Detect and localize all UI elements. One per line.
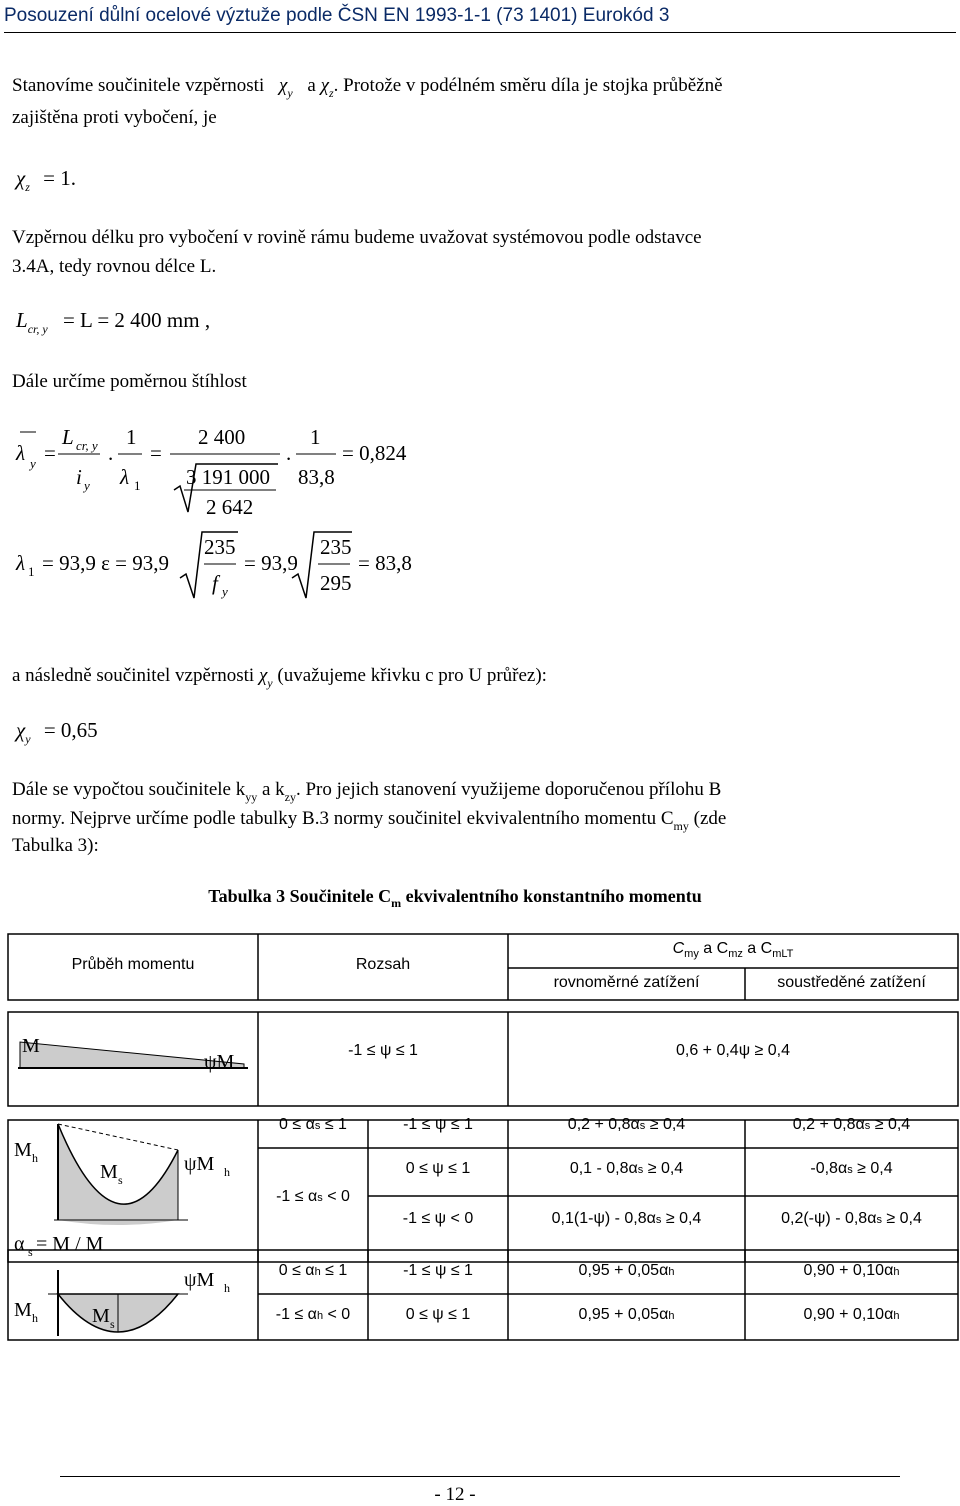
moment-diagram-parabolic [8,1120,258,1262]
svg-text:ψM: ψM [204,1051,235,1073]
table-title: Tabulka 3 Součinitele $C_m$ ekvivalentního konstantního momentu [208,886,702,910]
row3-r2-uniform: 0,95 + 0,05αh [578,1306,675,1323]
svg-text:M: M [22,1035,40,1057]
table-header-cm: $C_{my}$ a $C_{mz}$ a $C_{mLT}$ [672,940,794,960]
slenderness-equations [0,420,960,610]
paragraph-k-factors-line2: normy. Nejprve určíme podle tabulky B.3 normy součinitel ekvivalentního momentu $C_{my}$ (zde [12,808,727,833]
svg-text:f: f [212,571,218,595]
svg-text:83,8: 83,8 [298,465,335,489]
row3-r2-concentrated: 0,90 + 0,10αh [803,1306,900,1323]
footer-rule [60,1476,900,1477]
row1-range: -1 ≤ ψ ≤ 1 [348,1042,418,1059]
paragraph-chi-intro-line2: zajištěna proti vybočení, je [12,107,217,128]
moment-diagram-linear [8,1012,258,1106]
paragraph-k-factors-line3: Tabulka 3): [12,835,99,856]
svg-text:.: . [286,441,292,465]
lambda-1-symbol: λ [16,551,26,575]
row2-r3-psi-range: -1 ≤ ψ < 0 [402,1210,474,1227]
svg-text:L: L [62,425,74,449]
svg-text:y: y [30,456,36,471]
svg-text:2 642: 2 642 [206,495,254,519]
svg-text:s: s [118,1173,123,1187]
svg-text:y: y [84,478,90,493]
svg-text:h: h [224,1165,230,1179]
row2-r3-concentrated: 0,2(-ψ) - 0,8αs ≥ 0,4 [781,1210,922,1227]
row2-r2-psi-range: 0 ≤ ψ ≤ 1 [405,1160,471,1177]
svg-text:= M / M: = M / M [36,1233,104,1255]
svg-text:s: s [110,1317,115,1331]
row2-r1-psi-range: -1 ≤ ψ ≤ 1 [403,1116,473,1133]
svg-text:235: 235 [320,535,352,559]
equation-chi-y: $\chi_y = 0,65$ [16,718,98,746]
svg-text:3 191 000: 3 191 000 [186,465,270,489]
row3-r2-alpha-range: -1 ≤ αh < 0 [275,1306,351,1323]
svg-text:ψM: ψM [184,1153,215,1175]
row3-r1-uniform: 0,95 + 0,05αh [578,1262,675,1279]
svg-text:235: 235 [204,535,236,559]
svg-text:M: M [100,1161,118,1183]
svg-text:α: α [14,1233,25,1255]
moment-diagram-concentrated [8,1250,258,1340]
table-header-concentrated-load: soustředěné zatížení [777,974,926,991]
row3-r1-concentrated: 0,90 + 0,10αh [803,1262,900,1279]
paragraph-chi-y: a následně součinitel vzpěrnosti $\chi_y$ (uvažujeme křivku c pro U průřez): [12,665,547,690]
equation-chi-z: $\chi_z = 1$. [16,166,77,194]
row1-value: 0,6 + 0,4ψ ≥ 0,4 [675,1042,791,1059]
row2-r1-alpha-range: 0 ≤ αs ≤ 1 [279,1116,347,1133]
svg-text:ψM: ψM [184,1269,215,1291]
svg-text:= 83,8: = 83,8 [358,551,412,575]
svg-text:1: 1 [126,425,137,449]
svg-text:1: 1 [310,425,321,449]
svg-text:= 0,824: = 0,824 [342,441,407,465]
svg-text:= 93,9 ε = 93,9: = 93,9 ε = 93,9 [42,551,170,575]
table-header-moment-diagram: Průběh momentu [71,956,195,973]
row2-r2-alpha-range: -1 ≤ αs < 0 [276,1188,350,1205]
row2-r1-uniform: 0,2 + 0,8αs ≥ 0,4 [567,1116,686,1133]
row2-r2-uniform: 0,1 - 0,8αs ≥ 0,4 [569,1160,684,1177]
svg-text:h: h [32,1311,38,1325]
svg-text:.: . [108,441,114,465]
paragraph-chi-intro: Stanovíme součinitele vzpěrnosti $\chi_y$ a $\chi_z$. Protože v podélném směru díla je stojka průběžně [12,75,723,100]
paragraph-slenderness: Dále určíme poměrnou štíhlost [12,371,247,392]
svg-text:2 400: 2 400 [198,425,246,449]
row2-r3-uniform: 0,1(1-ψ) - 0,8αs ≥ 0,4 [551,1210,702,1227]
paragraph-buckling-length-line2: 3.4A, tedy rovnou délce L. [12,256,217,277]
page-number: - 12 - [434,1484,476,1505]
row3-r1-psi-range: -1 ≤ ψ ≤ 1 [403,1262,473,1279]
table-header-uniform-load: rovnoměrné zatížení [553,974,700,991]
svg-text:=: = [150,441,162,465]
svg-text:λ: λ [120,465,130,489]
svg-text:h: h [32,1151,38,1165]
svg-text:i: i [76,465,82,489]
equation-lcr: $L_{cr, y} = L = 2$ 400 mm , [16,308,211,336]
svg-text:s: s [28,1245,33,1259]
lambda-y-symbol: λ [16,441,26,465]
svg-text:M: M [92,1305,110,1327]
row2-r2-concentrated: -0,8αs ≥ 0,4 [810,1160,893,1177]
svg-text:y: y [222,584,228,599]
page-header: Posouzení důlní ocelové výztuže podle ČSN EN 1993-1-1 (73 1401) Eurokód 3 [4,2,956,33]
svg-text:M: M [14,1299,32,1321]
paragraph-k-factors: Dále se vypočtou součinitele $k_{yy}$ a $k_{zy}$. Pro jejich stanovení využijeme doporučenou přílohu B [12,779,722,804]
svg-text:M: M [14,1139,32,1161]
svg-text:cr, y: cr, y [76,438,98,453]
svg-text:h: h [224,1281,230,1295]
svg-text:295: 295 [320,571,352,595]
row2-r1-concentrated: 0,2 + 0,8αs ≥ 0,4 [792,1116,911,1133]
svg-text:1: 1 [28,564,35,579]
row3-r1-alpha-range: 0 ≤ αh ≤ 1 [278,1262,348,1279]
row3-r2-psi-range: 0 ≤ ψ ≤ 1 [405,1306,471,1323]
table-header-range: Rozsah [355,956,411,973]
paragraph-buckling-length: Vzpěrnou délku pro vybočení v rovině rámu budeme uvažovat systémovou podle odstavce [12,227,702,248]
svg-text:1: 1 [134,478,141,493]
svg-text:= 93,9: = 93,9 [244,551,298,575]
svg-text:=: = [44,441,56,465]
